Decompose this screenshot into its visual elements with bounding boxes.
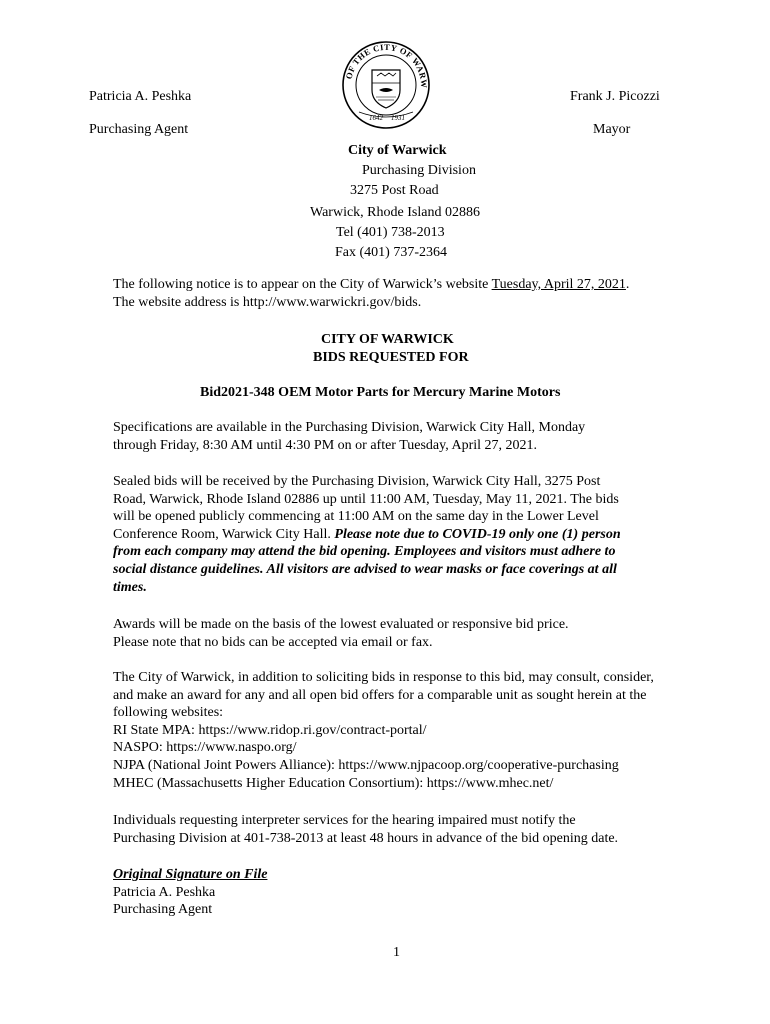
address-city: Warwick, Rhode Island 02886 xyxy=(310,205,480,220)
website-naspo: NASPO: https://www.naspo.org/ xyxy=(113,740,297,756)
consult-line: and make an award for any and all open bid offers for a comparable unit as sought herein at the xyxy=(113,687,647,703)
notice-website: The website address is http://www.warwickri.gov/bids. xyxy=(113,294,422,310)
svg-text:SEAL OF THE CITY OF WARWICK: OF THE CITY OF WARW xyxy=(343,41,430,89)
notice-paragraph xyxy=(113,276,713,311)
interpreter-line: Individuals requesting interpreter services for the hearing impaired must notify the xyxy=(113,813,576,828)
website-njpa: NJPA (National Joint Powers Alliance): https://www.njpacoop.org/cooperative-purchasing xyxy=(113,757,619,773)
svg-text:1931: 1931 xyxy=(391,114,405,122)
notice-prefix: The following notice is to appear on the City of Warwick’s website xyxy=(113,277,492,292)
city-seal-icon xyxy=(341,40,431,130)
covid-notice: Please note due to COVID-19 only one (1) person xyxy=(334,526,621,542)
notice-date: Tuesday, April 27, 2021 xyxy=(491,277,626,292)
specs-line: through Friday, 8:30 AM until 4:30 PM on or after Tuesday, April 27, 2021. xyxy=(113,437,538,453)
covid-notice: times. xyxy=(113,579,147,595)
sealed-line: Road, Warwick, Rhode Island 02886 up until 11:00 AM, Tuesday, May 11, 2021. The bids xyxy=(113,491,619,507)
consult-line: following websites: xyxy=(113,705,224,721)
signature-name: Patricia A. Peshka xyxy=(113,884,216,900)
address-division: Purchasing Division xyxy=(362,163,476,178)
specs-paragraph xyxy=(113,419,713,454)
sealed-line: will be opened publicly commencing at 11:00 AM on the same day in the Lower Level xyxy=(113,509,599,525)
interpreter-line: Purchasing Division at 401-738-2013 at least 48 hours in advance of the bid opening date. xyxy=(113,830,619,846)
covid-notice: from each company may attend the bid opening. Employees and visitors must adhere to xyxy=(113,544,616,560)
awards-paragraph xyxy=(113,616,713,651)
website-ri-state-mpa: RI State MPA: https://www.ridop.ri.gov/contract-portal/ xyxy=(113,722,427,738)
heading-bids: BIDS REQUESTED FOR xyxy=(313,350,469,365)
heading-city: CITY OF WARWICK xyxy=(321,332,454,347)
agent-title: Purchasing Agent xyxy=(89,122,189,137)
interpreter-paragraph xyxy=(113,812,713,847)
notice-suffix: . xyxy=(625,277,630,292)
address-fax: Fax (401) 737-2364 xyxy=(335,245,447,260)
awards-line: Please note that no bids can be accepted via email or fax. xyxy=(113,634,433,650)
consult-paragraph xyxy=(113,669,713,792)
signature-label: Original Signature on File xyxy=(113,867,268,882)
mayor-title: Mayor xyxy=(593,122,631,137)
address-tel: Tel (401) 738-2013 xyxy=(336,225,445,240)
website-mhec: MHEC (Massachusetts Higher Education Consortium): https://www.mhec.net/ xyxy=(113,775,554,791)
sealed-bids-paragraph xyxy=(113,473,713,596)
covid-notice: social distance guidelines. All visitors are advised to wear masks or face coverings at all xyxy=(113,561,617,577)
signature-block xyxy=(113,866,713,919)
mayor-name: Frank J. Picozzi xyxy=(570,89,660,104)
consult-line: The City of Warwick, in addition to soliciting bids in response to this bid, may consult, consider, xyxy=(113,670,654,685)
page-number: 1 xyxy=(393,945,400,960)
address-street: 3275 Post Road xyxy=(350,183,439,198)
signature-title: Purchasing Agent xyxy=(113,902,213,918)
agent-name: Patricia A. Peshka xyxy=(89,89,192,104)
svg-text:1642: 1642 xyxy=(369,114,383,122)
specs-line: Specifications are available in the Purchasing Division, Warwick City Hall, Monday xyxy=(113,420,586,435)
bid-title: Bid2021-348 OEM Motor Parts for Mercury Marine Motors xyxy=(200,385,561,400)
sealed-line: Sealed bids will be received by the Purchasing Division, Warwick City Hall, 3275 Post xyxy=(113,474,601,489)
address-org: City of Warwick xyxy=(348,143,447,158)
sealed-line: Conference Room, Warwick City Hall. xyxy=(113,526,335,542)
awards-line: Awards will be made on the basis of the lowest evaluated or responsive bid price. xyxy=(113,617,569,632)
